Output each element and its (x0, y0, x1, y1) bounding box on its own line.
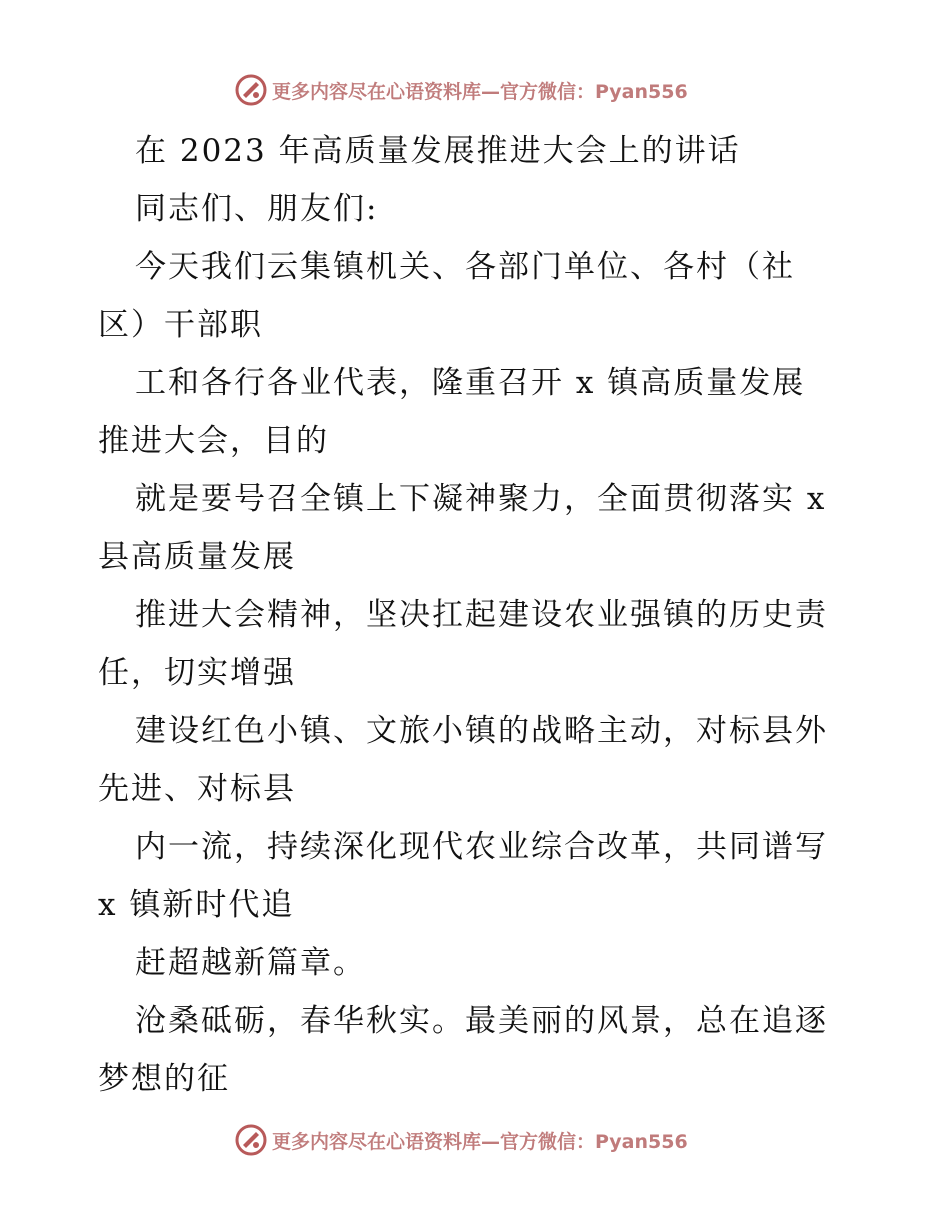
watermark-text: 更多内容尽在心语资料库—官方微信：Pyan556 (272, 80, 688, 103)
text-line: 县高质量发展 (98, 539, 296, 575)
text-line: 先进、对标县 (98, 771, 296, 807)
text-line: 同志们、朋友们: (135, 191, 379, 227)
text-line: 今天我们云集镇机关、各部门单位、各村（社 (135, 249, 795, 285)
watermark-logo-icon (234, 1123, 268, 1157)
text-line: 梦想的征 (98, 1061, 230, 1097)
text-line: 任，切实增强 (98, 655, 296, 691)
watermark-logo-icon (234, 73, 268, 107)
text-line: 沧桑砥砺，春华秋实。最美丽的风景，总在追逐 (135, 1003, 828, 1039)
text-line: 工和各行各业代表，隆重召开 x 镇高质量发展 (135, 365, 806, 401)
watermark-text: 更多内容尽在心语资料库—官方微信：Pyan556 (272, 1130, 688, 1153)
text-line: 就是要号召全镇上下凝神聚力，全面贯彻落实 x (135, 481, 827, 517)
text-line: 推进大会，目的 (98, 423, 329, 459)
text-line: 在 2023 年高质量发展推进大会上的讲话 (135, 133, 741, 169)
text-line: 内一流，持续深化现代农业综合改革，共同谱写 (135, 829, 828, 865)
footer-watermark (234, 1122, 688, 1158)
text-line: x 镇新时代追 (98, 887, 295, 923)
text-line: 建设红色小镇、文旅小镇的战略主动，对标县外 (135, 713, 828, 749)
text-line: 推进大会精神，坚决扛起建设农业强镇的历史责 (135, 597, 828, 633)
text-line: 区）干部职 (98, 307, 263, 343)
text-line: 赶超越新篇章。 (135, 945, 366, 981)
header-watermark (234, 72, 688, 108)
document-body (98, 122, 858, 1108)
